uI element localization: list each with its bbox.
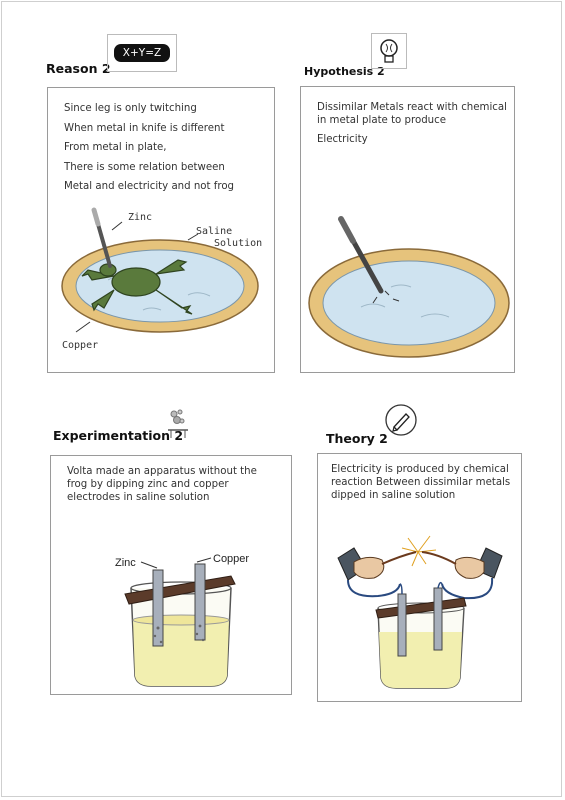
beaker-apparatus-illustration xyxy=(91,548,271,693)
theory-card xyxy=(317,453,522,702)
hypothesis-line: Electricity xyxy=(317,134,368,145)
experimentation-line: frog by dipping zinc and copper xyxy=(67,479,229,490)
saline-water xyxy=(76,250,244,322)
theory-line: reaction Between dissimilar metals xyxy=(331,477,511,488)
theory-line: dipped in saline solution xyxy=(331,490,456,501)
theory-heading: Theory 2 xyxy=(326,431,388,446)
hypothesis-line: in metal plate to produce xyxy=(317,115,446,126)
copper-label: Copper xyxy=(62,340,99,351)
plate-knife-illustration xyxy=(301,207,514,367)
reason-line: Since leg is only twitching xyxy=(64,103,197,114)
equation-text: X+Y=Z xyxy=(114,44,170,62)
zinc-label: Zinc xyxy=(128,212,153,223)
copper-label: Copper xyxy=(213,553,250,565)
lab-bubbles-icon xyxy=(164,406,192,442)
hypothesis-line: Dissimilar Metals react with chemical xyxy=(317,102,507,113)
zinc-electrode xyxy=(398,594,406,656)
copper-electrode xyxy=(434,588,442,650)
saline-solution xyxy=(379,632,462,688)
reason-line: From metal in plate, xyxy=(64,142,167,153)
hypothesis-text xyxy=(317,101,506,146)
lightbulb-icon xyxy=(371,33,407,69)
experimentation-heading: Experimentation 2 xyxy=(53,428,184,443)
pencil-icon xyxy=(384,403,418,437)
saline-label: Saline xyxy=(196,226,233,237)
hypothesis-card xyxy=(300,86,515,373)
copper-electrode xyxy=(195,564,205,640)
equation-badge xyxy=(107,34,177,72)
reason-heading: Reason 2 xyxy=(46,61,111,76)
saline-solution xyxy=(133,620,229,686)
reason-text xyxy=(64,102,266,200)
zinc-label: Zinc xyxy=(115,557,136,569)
solution-label: Solution xyxy=(214,238,263,249)
reason-line: There is some relation between xyxy=(64,161,225,173)
experimentation-line: electrodes in saline solution xyxy=(67,492,210,503)
frog-experiment-illustration xyxy=(48,200,274,372)
experimentation-text xyxy=(67,465,283,504)
experimentation-card xyxy=(50,455,292,695)
theory-text xyxy=(331,463,513,502)
hypothesis-heading: Hypothesis 2 xyxy=(304,65,385,78)
reason-card xyxy=(47,87,275,373)
zinc-electrode xyxy=(153,570,163,646)
battery-hands-illustration xyxy=(318,528,521,700)
reason-line: When metal in knife is different xyxy=(64,122,225,134)
saline-water xyxy=(323,261,495,345)
experimentation-line: Volta made an apparatus without the xyxy=(67,466,257,477)
reason-line: Metal and electricity and not frog xyxy=(64,181,235,192)
theory-line: Electricity is produced by chemical xyxy=(331,464,509,475)
